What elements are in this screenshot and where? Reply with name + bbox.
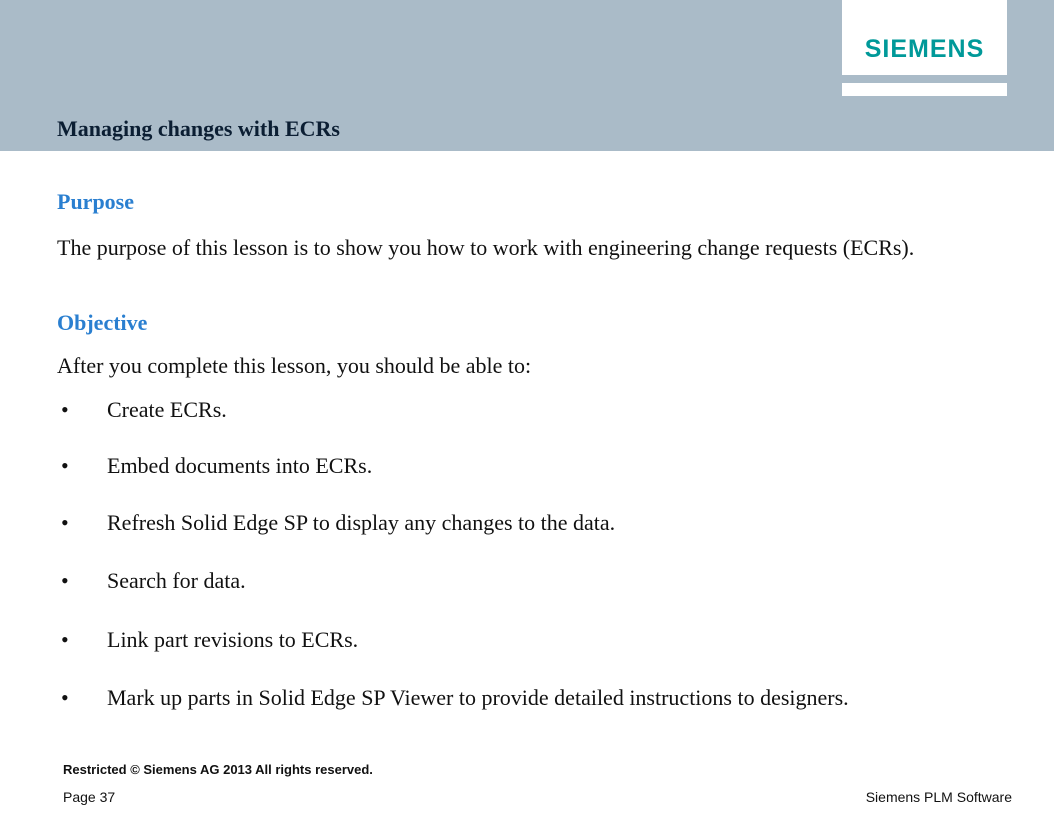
footer-page-number: Page 37 (63, 789, 116, 805)
objective-intro: After you complete this lesson, you should be able to: (57, 353, 532, 378)
list-item-text: Refresh Solid Edge SP to display any changes to the data. (107, 510, 616, 535)
footer-restricted-notice: Restricted © Siemens AG 2013 All rights reserved. (63, 762, 373, 777)
list-item (57, 396, 927, 424)
list-item-text: Link part revisions to ECRs. (107, 627, 359, 652)
list-item-text: Mark up parts in Solid Edge SP Viewer to provide detailed instructions to designers. (107, 685, 849, 710)
bullet-icon: • (61, 453, 69, 478)
bullet-icon: • (61, 510, 69, 535)
bullet-icon: • (61, 685, 69, 710)
list-item-text: Search for data. (107, 568, 246, 593)
list-item (57, 452, 927, 480)
list-item (57, 626, 927, 654)
slide-title: Managing changes with ECRs (57, 116, 340, 141)
list-item-text: Embed documents into ECRs. (107, 453, 373, 478)
purpose-heading: Purpose (57, 189, 134, 214)
logo-wordmark: SIEMENS (864, 35, 985, 63)
purpose-text: The purpose of this lesson is to show you how to work with engineering change requests (ECRs). (57, 235, 915, 260)
bullet-icon: • (61, 568, 69, 593)
list-item (57, 509, 927, 537)
bullet-icon: • (61, 627, 69, 652)
list-item (57, 567, 927, 595)
bullet-icon: • (61, 397, 69, 422)
list-item (57, 684, 927, 712)
footer-company: Siemens PLM Software (865, 789, 1012, 805)
objective-heading: Objective (57, 310, 148, 335)
list-item-text: Create ECRs. (107, 397, 227, 422)
siemens-logo (842, 0, 1007, 75)
logo-underline-strip (842, 83, 1007, 96)
